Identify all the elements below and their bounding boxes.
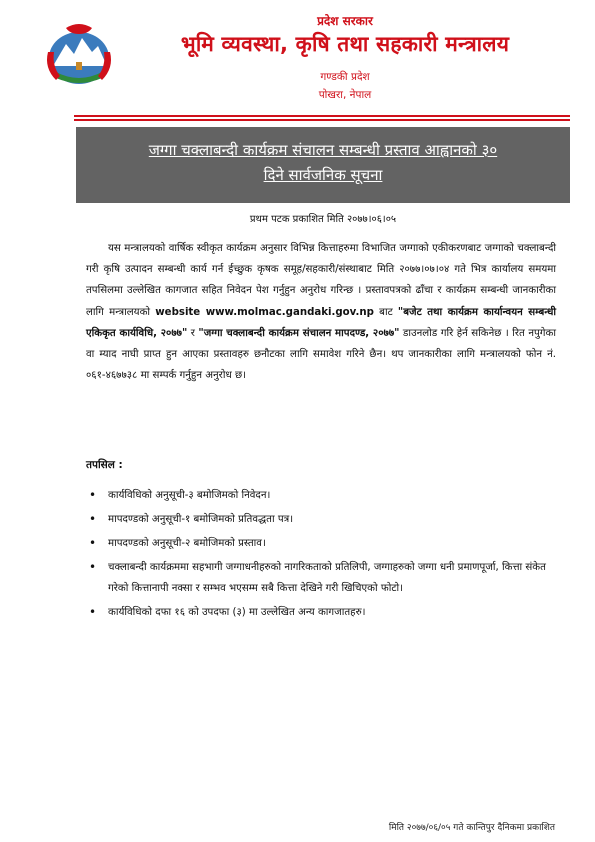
bullet-icon: • [89,512,97,526]
tapasil-heading: तपसिल : [86,459,123,471]
body-text-part3: र [190,327,195,339]
city-label: पोखरा, नेपाल [318,89,372,101]
ministry-title: भूमि व्यवस्था, कृषि तथा सहकारी मन्त्रालय [180,32,510,56]
list-item-text: कार्यविधिको अनुसूची-३ बमोजिमको निवेदन। [108,490,271,501]
list-item [86,533,556,554]
notice-title-line1: जग्गा चक्लाबन्दी कार्यक्रम संचालन सम्बन्धी प्रस्ताव आह्वानको ३० [148,141,498,159]
bullet-icon: • [89,536,97,550]
notice-title-banner [76,127,570,203]
list-item [86,509,556,530]
bullet-icon: • [89,488,97,502]
standard-document-title: "जग्गा चक्लाबन्दी कार्यक्रम संचालन मापदण्ड, २०७७" [198,327,400,339]
nepal-emblem-icon [44,22,114,88]
bullet-icon: • [89,605,97,619]
body-text-part4: डाउनलोड गरि हेर्न सकिनेछ । रित नपुगेका वा म्याद नाघी प्राप्त हुन आएका प्रस्तावहरु छनौटका लागि समावेश गरिने छैन। थप जानकारीका लागि मन्त्रालयको फोन नं. ०६१-४६७७३८ मा सम्पर्क गर्नुहुन अनुरोध छ। [86,327,556,382]
bullet-icon: • [89,560,97,574]
procedure-document-title: "बजेट तथा कार्यक्रम कार्यान्वयन सम्बन्धी एकिकृत कार्यविधि, २०७७" [86,306,556,339]
list-item [86,485,556,506]
body-text-part1: यस मन्त्रालयको वार्षिक स्वीकृत कार्यक्रम अनुसार विभिन्न कित्ताहरुमा विभाजित जग्गाको एकीकरणबाट जग्गाको चक्लाबन्दी गरी कृषि उत्पादन सम्बन्धी कार्य गर्न ईच्छुक कृषक समूह/सहकारी/संस्थाबाट मिति २०७७।०७।०४ गते भित्र कार्यालय समयमा तपसिलमा उल्लेखित कागजात सहित निवेदन पेश गर्नुहुन अनुरोध गरिन्छ । प्रस्तावपत्रको ढाँचा र कार्यक्रम सम्बन्धी जानकारीका लागि मन्त्रालयको [86,243,556,318]
required-documents-list [86,485,556,626]
list-item-text: चक्लाबन्दी कार्यक्रममा सहभागी जग्गाधनीहरुको नागरिकताको प्रतिलिपी, जग्गाहरुको जग्गा धनी प्रमाणपूर्जा, कित्ता संकेत गरेको कित्तानापी नक्सा र सम्भव भएसम्म सबै कित्ता देखिने गरी खिचिएको फोटो। [108,562,546,594]
list-item-text: कार्यविधिको दफा १६ को उपदफा (३) मा उल्लेखित अन्य कागजातहरु। [108,607,366,618]
header-divider-top [74,115,570,117]
header-divider-bottom [74,119,570,121]
list-item [86,557,556,599]
body-paragraph [86,238,556,386]
notice-title-line2: दिने सार्वजनिक सूचना [263,166,383,184]
body-text-part2: बाट [379,306,393,318]
list-item-text: मापदण्डको अनुसूची-१ बमोजिमको प्रतिवद्धता पत्र। [108,514,294,525]
publication-date: प्रथम पटक प्रकाशित मिति २०७७।०६।०५ [249,214,397,225]
footer-publication-note: मिति २०७७/०६/०५ गते कान्तिपुर दैनिकमा प्रकाशित [388,823,555,833]
list-item [86,602,556,623]
province-label: गण्डकी प्रदेश [320,71,370,83]
list-item-text: मापदण्डको अनुसूची-२ बमोजिमको प्रस्ताव। [108,538,266,549]
government-label: प्रदेश सरकार [317,14,373,28]
notice-body [86,238,556,386]
website-link[interactable]: website www.molmac.gandaki.gov.np [155,306,374,318]
